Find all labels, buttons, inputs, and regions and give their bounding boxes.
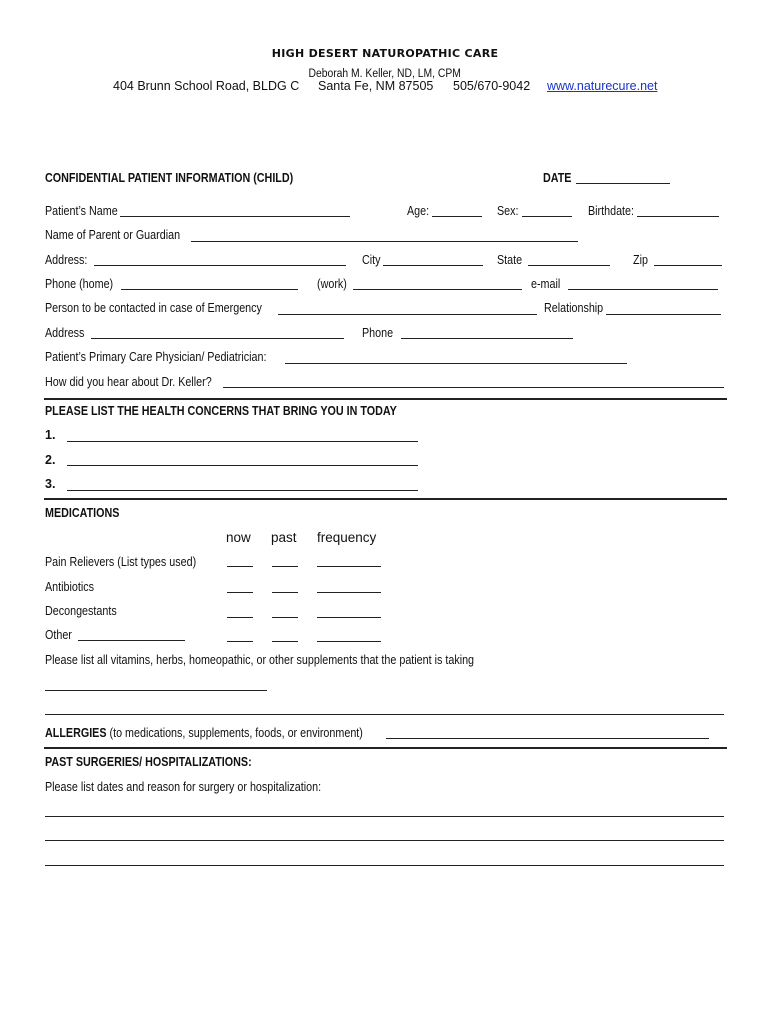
medication-row-label: Decongestants [45,604,117,618]
birthdate-label: Birthdate: [588,204,635,218]
col-frequency-header: frequency [317,530,377,545]
practice-phone: 505/670-9042 [453,79,531,93]
allergies-field[interactable] [386,738,709,739]
state-label: State [497,253,523,267]
parent-label: Name of Parent or Guardian [45,228,181,242]
allergies-note: (to medications, supplements, foods, or environment) [106,726,363,740]
zip-label: Zip [633,253,648,267]
address-label: Address: [45,253,88,267]
emergency-address-label: Address [45,326,85,340]
pain-relievers-now-field[interactable] [227,566,253,567]
date-label: DATE [543,171,572,185]
other-past-field[interactable] [272,641,298,642]
birthdate-field[interactable] [637,216,719,217]
supplements-label: Please list all vitamins, herbs, homeopathic, or other supplements that the patient is taking [45,653,475,667]
concern-number: 2. [45,453,56,467]
emergency-phone-field[interactable] [401,338,573,339]
work-phone-label: (work) [317,277,347,291]
antibiotics-now-field[interactable] [227,592,253,593]
antibiotics-frequency-field[interactable] [317,592,381,593]
city-label: City [362,253,381,267]
section-divider [44,747,727,749]
sex-label: Sex: [497,204,519,218]
age-label: Age: [407,204,430,218]
medication-row-label: Antibiotics [45,580,95,594]
section-divider [44,498,727,500]
practice-website-link[interactable]: www.naturecure.net [547,79,658,93]
surgeries-heading: PAST SURGERIES/ HOSPITALIZATIONS: [45,755,252,769]
practice-name: HIGH DESERT NATUROPATHIC CARE [271,47,499,60]
practice-address: 404 Brunn School Road, BLDG C [113,79,300,93]
other-frequency-field[interactable] [317,641,381,642]
medication-row-label: Other [45,628,72,642]
surgeries-field-3[interactable] [45,865,724,866]
emergency-contact-field[interactable] [278,314,537,315]
emergency-phone-label: Phone [362,326,394,340]
concern-number: 3. [45,477,56,491]
sex-field[interactable] [522,216,572,217]
city-field[interactable] [383,265,483,266]
relationship-label: Relationship [544,301,604,315]
col-now-header: now [226,530,251,545]
work-phone-field[interactable] [353,289,522,290]
state-field[interactable] [528,265,610,266]
practice-city-state-zip: Santa Fe, NM 87505 [318,79,434,93]
referral-source-field[interactable] [223,387,724,388]
surgeries-field-1[interactable] [45,816,724,817]
allergies-label [45,726,363,740]
concern-number: 1. [45,428,56,442]
relationship-field[interactable] [606,314,721,315]
concerns-heading: PLEASE LIST THE HEALTH CONCERNS THAT BRING YOU IN TODAY [45,404,397,418]
surgeries-field-2[interactable] [45,840,724,841]
decongestants-now-field[interactable] [227,617,253,618]
date-field[interactable] [576,183,670,184]
zip-field[interactable] [654,265,722,266]
section-divider [44,398,727,400]
supplements-field-2[interactable] [45,714,724,715]
emergency-contact-label: Person to be contacted in case of Emergency [45,301,262,315]
pain-relievers-past-field[interactable] [272,566,298,567]
patient-name-field[interactable] [120,216,350,217]
age-field[interactable] [432,216,482,217]
decongestants-past-field[interactable] [272,617,298,618]
patient-name-label: Patient’s Name [45,204,118,218]
allergies-heading: ALLERGIES [45,726,107,740]
parent-field[interactable] [191,241,578,242]
phone-home-label: Phone (home) [45,277,114,291]
col-past-header: past [271,530,297,545]
form-title: CONFIDENTIAL PATIENT INFORMATION (CHILD) [45,171,294,185]
surgeries-prompt: Please list dates and reason for surgery or hospitalization: [45,780,322,794]
address-field[interactable] [94,265,346,266]
email-field[interactable] [568,289,718,290]
physician-field[interactable] [285,363,627,364]
concern-field-2[interactable] [67,465,418,466]
medications-heading: MEDICATIONS [45,506,120,520]
doctor-name: Deborah M. Keller, ND, LM, CPM [308,68,462,80]
antibiotics-past-field[interactable] [272,592,298,593]
concern-field-1[interactable] [67,441,418,442]
phone-home-field[interactable] [121,289,298,290]
other-medication-name-field[interactable] [78,640,185,641]
emergency-address-field[interactable] [91,338,344,339]
referral-source-label: How did you hear about Dr. Keller? [45,375,212,389]
other-now-field[interactable] [227,641,253,642]
pain-relievers-frequency-field[interactable] [317,566,381,567]
decongestants-frequency-field[interactable] [317,617,381,618]
physician-label: Patient’s Primary Care Physician/ Pediatrician: [45,350,267,364]
email-label: e-mail [531,277,561,291]
supplements-field-1[interactable] [45,690,267,691]
medication-row-label: Pain Relievers (List types used) [45,555,197,569]
concern-field-3[interactable] [67,490,418,491]
